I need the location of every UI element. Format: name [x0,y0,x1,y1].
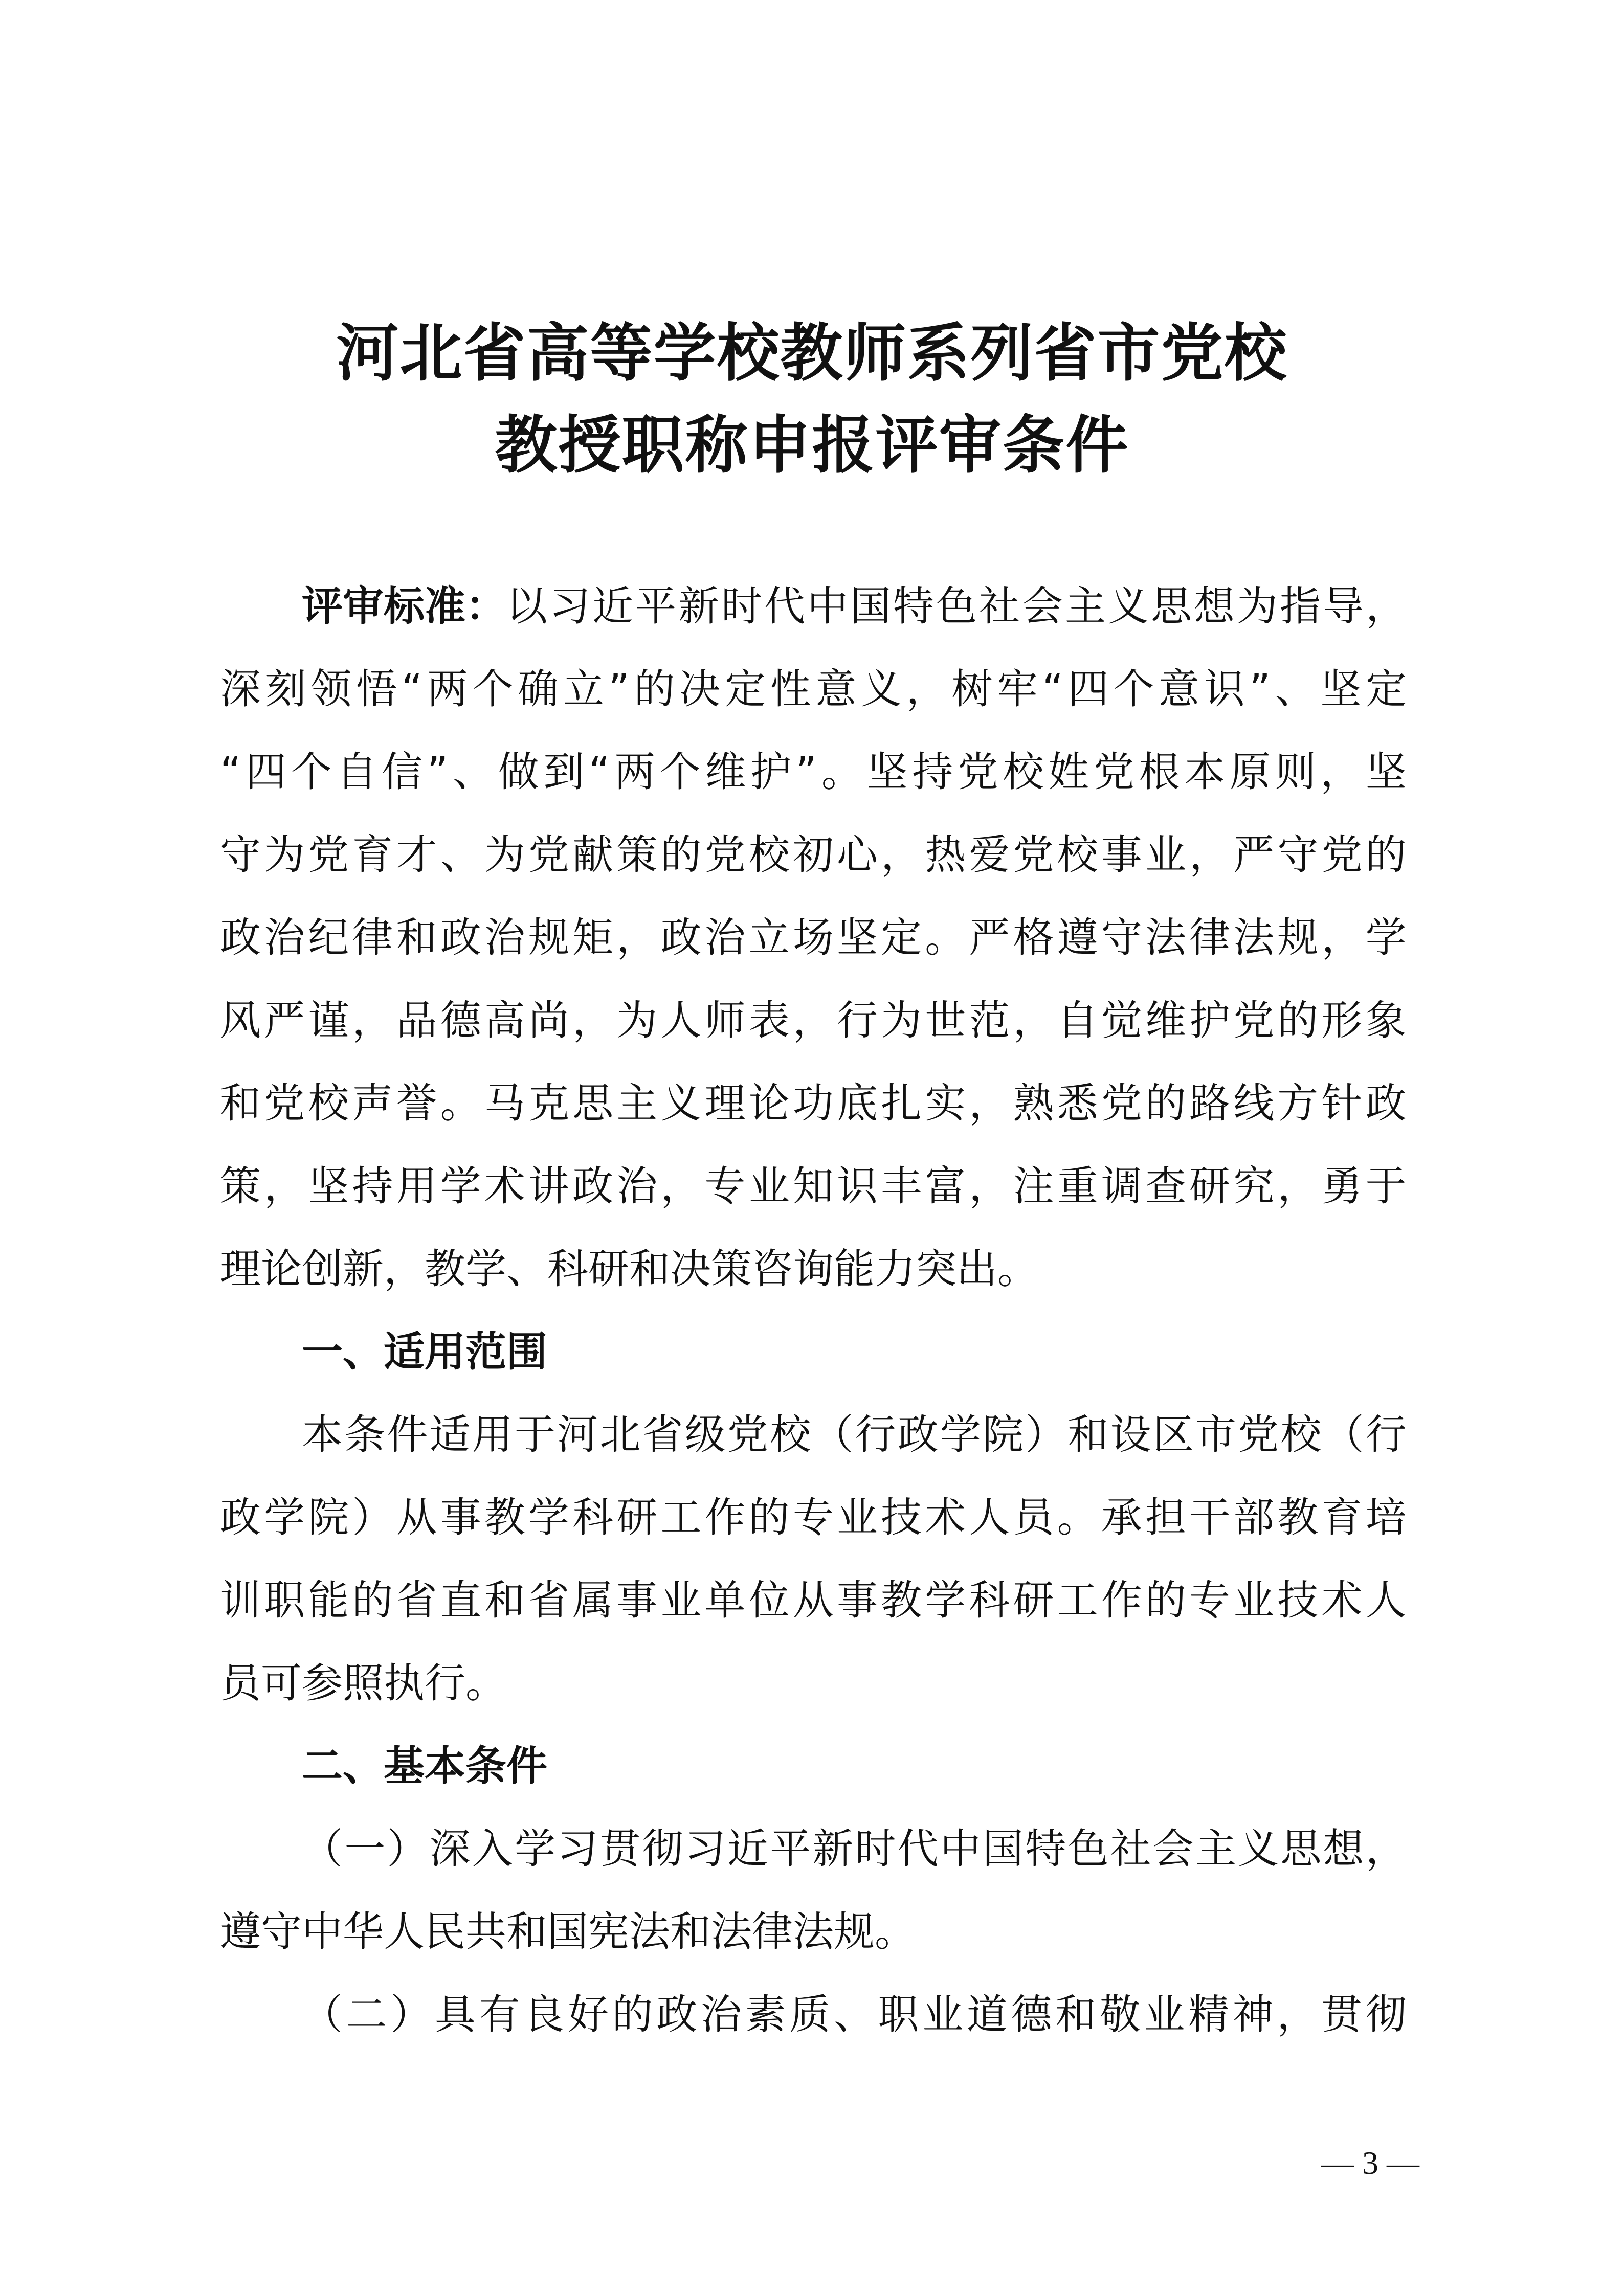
paragraph-line: 遵守中华人民共和国宪法和法律法规。 [220,1908,916,1955]
page-number: — 3 — [1321,2145,1419,2181]
title-line-1: 河北省高等学校教师系列省市党校 [336,316,1288,390]
criteria-line-1 [220,565,1407,648]
paragraph-line: 风 严 谨 ， 品 德 高 尚 ， 为 人 师 表 ， 行 为 世 范 ， 自 觉 维 护 党 的 形 象 [220,997,1407,1044]
document-body [220,565,1407,2056]
section-heading-scope: 一、适用范围 [302,1328,547,1376]
paragraph-line: “ 四 个 自 信 ” 、 做 到 “ 两 个 维 护 ” 。 坚 持 党 校 姓 党 根 本 原 则 ， 坚 [220,748,1407,796]
paragraph-line: 守 为 党 育 才 、 为 党 献 策 的 党 校 初 心 ， 热 爱 党 校 事 业 ， 严 守 党 的 [220,831,1407,879]
paragraph-line: （ 一 ） 深 入 学 习 贯 彻 习 近 平 新 时 代 中 国 特 色 社 会 主 义 思 想 ， [302,1825,1407,1873]
paragraph-line: 员可参照执行。 [220,1659,506,1707]
criteria-label: 评审标准： [302,582,506,630]
section-heading-basic: 二、基本条件 [302,1742,547,1790]
paragraph-line: 以 习 近 平 新 时 代 中 国 特 色 社 会 主 义 思 想 为 指 导 ， [506,582,1407,630]
paragraph-line: 本 条 件 适 用 于 河 北 省 级 党 校 （ 行 政 学 院 ） 和 设 区 市 党 校 （ 行 [302,1411,1407,1458]
paragraph-line: （ 二 ） 具 有 良 好 的 政 治 素 质 、 职 业 道 德 和 敬 业 精 神 ， 贯 彻 [302,1991,1407,2038]
paragraph-line: 策 ， 坚 持 用 学 术 讲 政 治 ， 专 业 知 识 丰 富 ， 注 重 调 查 研 究 ， 勇 于 [220,1162,1407,1210]
paragraph-line: 和 党 校 声 誉 。 马 克 思 主 义 理 论 功 底 扎 实 ， 熟 悉 党 的 路 线 方 针 政 [220,1079,1407,1127]
paragraph-line: 政 治 纪 律 和 政 治 规 矩 ， 政 治 立 场 坚 定 。 严 格 遵 守 法 律 法 规 ， 学 [220,914,1407,961]
paragraph-line: 理论创新，教学、科研和决策咨询能力突出。 [220,1245,1038,1293]
title-line-2: 教授职称申报评审条件 [495,408,1129,482]
paragraph-line: 深 刻 领 悟 “ 两 个 确 立 ” 的 决 定 性 意 义 ， 树 牢 “ 四 个 意 识 ” 、 坚 定 [220,665,1407,713]
paragraph-line: 政 学 院 ） 从 事 教 学 科 研 工 作 的 专 业 技 术 人 员 。 承 担 干 部 教 育 培 [220,1494,1407,1541]
paragraph-line: 训 职 能 的 省 直 和 省 属 事 业 单 位 从 事 教 学 科 研 工 作 的 专 业 技 术 人 [220,1577,1407,1624]
document-title [0,307,1624,491]
